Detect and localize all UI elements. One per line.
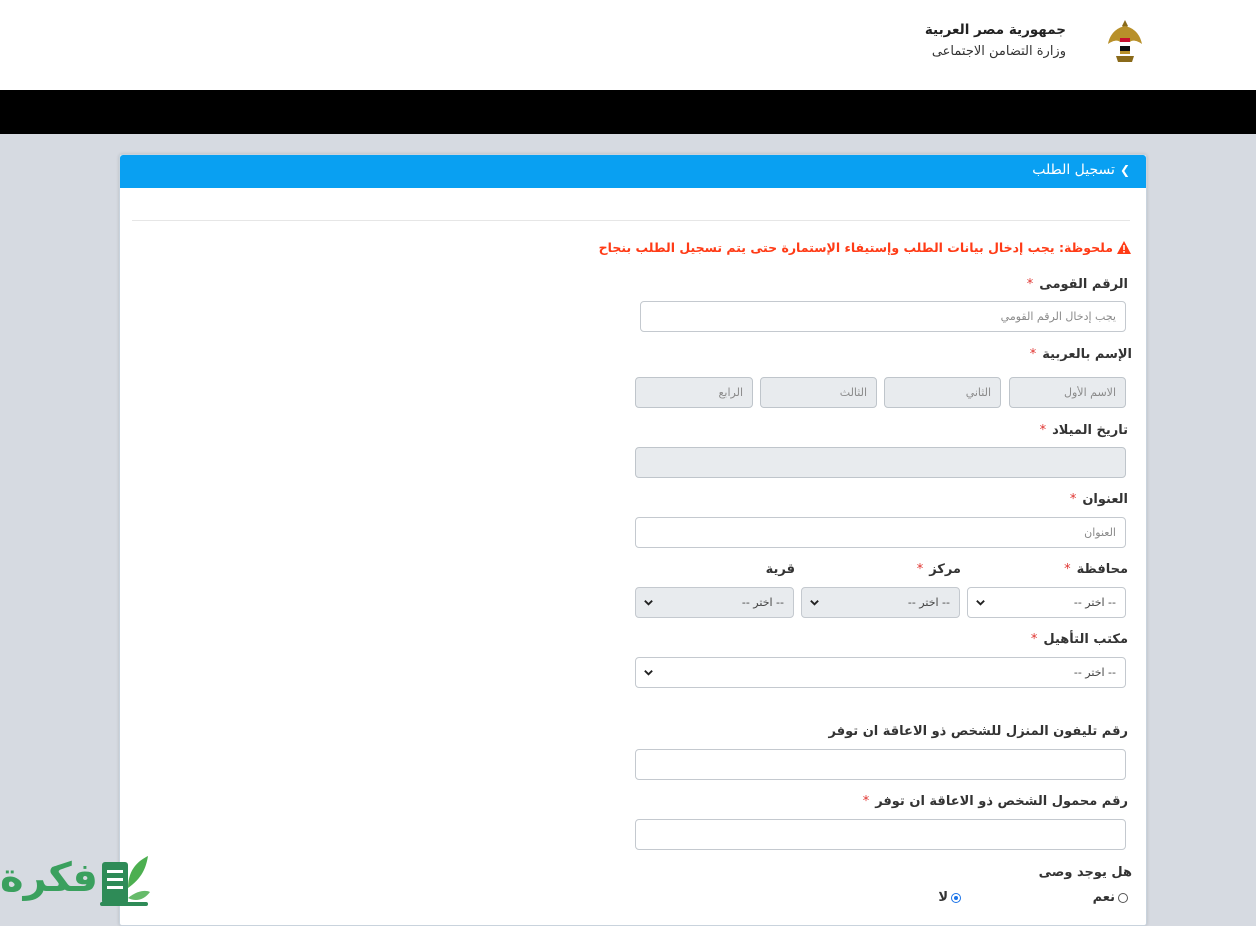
panel-title[interactable] xyxy=(1032,162,1130,178)
home-phone-input[interactable] xyxy=(635,749,1126,780)
center-label xyxy=(917,562,961,577)
birth-date-label xyxy=(1040,423,1128,438)
address-label-text: العنوان xyxy=(1082,492,1128,507)
national-id-label-text: الرقم القومى xyxy=(1039,277,1128,292)
guardian-yes-radio[interactable] xyxy=(1118,893,1128,903)
required-marker: * xyxy=(1026,277,1034,292)
egypt-eagle-emblem-icon xyxy=(1106,18,1144,66)
chevron-down-icon xyxy=(643,597,654,608)
required-note xyxy=(599,240,1131,255)
mobile-label-text: رقم محمول الشخص ذو الاعاقة ان توفر xyxy=(875,794,1128,809)
panel-title-text: تسجيل الطلب xyxy=(1032,162,1115,178)
village-label xyxy=(766,562,795,577)
center-select-value: -- اختر -- xyxy=(907,596,950,609)
village-label-text: قرية xyxy=(765,562,795,577)
government-title: جمهورية مصر العربية xyxy=(924,22,1066,38)
guardian-no-radio[interactable] xyxy=(951,893,961,903)
registration-panel xyxy=(119,154,1147,926)
required-marker: * xyxy=(1030,632,1038,647)
second-name-input[interactable] xyxy=(884,377,1001,408)
divider xyxy=(132,220,1130,221)
center-label-text: مركز xyxy=(929,562,961,577)
third-name-input[interactable] xyxy=(760,377,877,408)
governorate-label xyxy=(1064,562,1128,577)
chevron-down-icon xyxy=(643,667,654,678)
arabic-name-label-text: الإسم بالعربية xyxy=(1042,347,1132,362)
required-marker: * xyxy=(862,794,870,809)
mobile-input[interactable] xyxy=(635,819,1126,850)
national-id-input[interactable] xyxy=(640,301,1126,332)
required-marker: * xyxy=(1069,492,1077,507)
required-marker: * xyxy=(916,562,924,577)
site-header xyxy=(0,0,1256,90)
village-select[interactable] xyxy=(635,587,794,618)
panel-header[interactable] xyxy=(120,155,1146,188)
guardian-yes-label: نعم xyxy=(1092,890,1115,905)
rehab-office-label xyxy=(1031,632,1128,647)
required-marker: * xyxy=(1029,347,1037,362)
guardian-yes-option[interactable] xyxy=(1093,890,1128,905)
rehab-office-select[interactable] xyxy=(635,657,1126,688)
address-label xyxy=(1070,492,1128,507)
birth-date-label-text: تاريخ الميلاد xyxy=(1052,423,1128,438)
fikra-logo-icon xyxy=(98,848,152,908)
arabic-name-label xyxy=(1030,347,1132,362)
guardian-label: هل يوجد وصى xyxy=(1038,865,1132,880)
national-id-label xyxy=(1027,277,1128,292)
center-select[interactable] xyxy=(801,587,960,618)
governorate-select[interactable] xyxy=(967,587,1126,618)
mobile-label xyxy=(863,794,1128,809)
fourth-name-input[interactable] xyxy=(635,377,753,408)
chevron-down-icon xyxy=(975,597,986,608)
rehab-office-select-value: -- اختر -- xyxy=(1073,666,1116,679)
guardian-no-option[interactable] xyxy=(938,890,961,905)
governorate-label-text: محافظة xyxy=(1076,562,1128,577)
birth-date-input[interactable] xyxy=(635,447,1126,478)
governorate-select-value: -- اختر -- xyxy=(1073,596,1116,609)
rehab-office-label-text: مكتب التأهيل xyxy=(1043,632,1128,647)
fikra-watermark-text: فكرة xyxy=(0,855,98,901)
chevron-down-icon xyxy=(809,597,820,608)
nav-bar xyxy=(0,90,1256,134)
village-select-value: -- اختر -- xyxy=(741,596,784,609)
warning-icon xyxy=(1117,241,1131,254)
required-marker: * xyxy=(1039,423,1047,438)
chevron-down-icon: ❯ xyxy=(1119,163,1130,177)
ministry-name: وزارة التضامن الاجتماعى xyxy=(931,44,1066,59)
guardian-no-label: لا xyxy=(938,890,948,905)
note-text: ملحوظة: يجب إدخال بيانات الطلب وإستيفاء الإستمارة حتى يتم تسجيل الطلب بنجاح xyxy=(598,240,1113,255)
address-input[interactable] xyxy=(635,517,1126,548)
required-marker: * xyxy=(1064,562,1071,577)
first-name-input[interactable] xyxy=(1009,377,1126,408)
home-phone-label: رقم تليفون المنزل للشخص ذو الاعاقة ان توفر xyxy=(828,724,1128,739)
